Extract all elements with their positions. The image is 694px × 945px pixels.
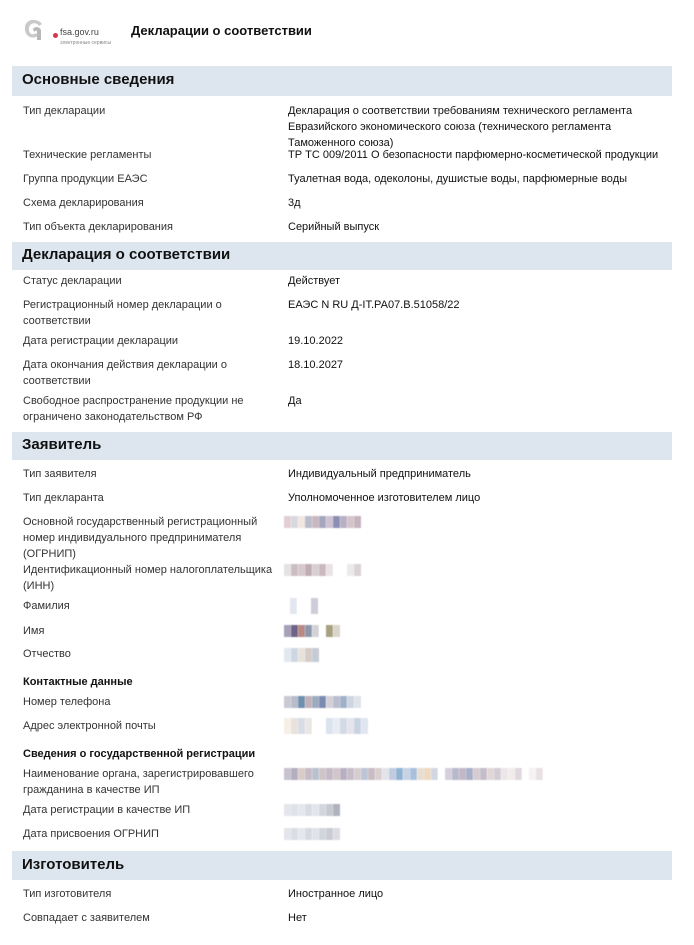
label-expiry-date: Дата окончания действия декларации о соответствии (23, 359, 227, 387)
label-object-type: Тип объекта декларирования (23, 221, 173, 233)
redacted-ip-registration-date (284, 804, 340, 816)
redacted-email (284, 718, 368, 734)
label-declarant-type: Тип декларанта (23, 492, 104, 504)
label-patronymic: Отчество (23, 648, 71, 660)
logo-subtitle: электронные сервисы (60, 40, 112, 46)
label-ogrnip: Основной государственный регистрационный номер индивидуального предпринимателя (ОГРНИП) (23, 516, 258, 560)
label-ip-registration-date: Дата регистрации в качестве ИП (23, 804, 191, 816)
subhead-state-registration: Сведения о государственной регистрации (23, 748, 256, 760)
label-email: Адрес электронной почты (23, 720, 156, 732)
redacted-phone (284, 696, 361, 708)
redacted-name (284, 625, 340, 637)
value-tech-regulations: ТР ТС 009/2011 О безопасности парфюмерно-косметической продукции (288, 149, 659, 161)
value-applicant-type: Индивидуальный предприниматель (288, 468, 471, 480)
redacted-patronymic (284, 648, 319, 662)
value-declaration-scheme: 3д (288, 197, 301, 209)
subhead-contacts: Контактные данные (23, 676, 133, 688)
value-expiry-date: 18.10.2027 (288, 359, 344, 371)
label-applicant-type: Тип заявителя (23, 468, 97, 480)
label-name: Имя (23, 625, 45, 637)
redacted-ogrnip-date (284, 828, 340, 840)
value-declarant-type: Уполномоченное изготовителем лицо (288, 492, 481, 504)
label-registration-authority: Наименование органа, зарегистрировавшего гражданина в качестве ИП (23, 768, 254, 796)
label-ogrnip-date: Дата присвоения ОГРНИП (23, 828, 159, 840)
label-declaration-type: Тип декларации (23, 105, 106, 117)
value-manufacturer-type: Иностранное лицо (288, 888, 384, 900)
document-title: Декларации о соответствии (131, 23, 312, 38)
section-basic-info: Основные сведения (12, 66, 672, 96)
value-reg-number: ЕАЭС N RU Д-IT.РА07.В.51058/22 (288, 299, 460, 311)
value-declaration-type: Декларация о соответствии требованиям технического регламента Евразийского экономического союза (технического регламента Таможенного союза) (288, 105, 633, 149)
redacted-registration-authority (284, 768, 557, 780)
logo-site-text: fsa.gov.ru (60, 27, 99, 37)
value-same-as-applicant: Нет (288, 912, 307, 924)
value-free-distribution: Да (288, 395, 302, 407)
redacted-inn (284, 564, 361, 576)
label-surname: Фамилия (23, 600, 70, 612)
label-product-group: Группа продукции ЕАЭС (23, 173, 148, 185)
fsa-logo[interactable] (22, 18, 132, 54)
label-free-distribution: Свободное распространение продукции не ограничено законодательством РФ (23, 395, 244, 423)
label-manufacturer-type: Тип изготовителя (23, 888, 112, 900)
page-header (0, 0, 694, 62)
label-tech-regulations: Технические регламенты (23, 149, 152, 161)
label-phone: Номер телефона (23, 696, 111, 708)
label-status: Статус декларации (23, 275, 122, 287)
value-object-type: Серийный выпуск (288, 221, 380, 233)
label-reg-date: Дата регистрации декларации (23, 335, 179, 347)
value-status: Действует (288, 275, 341, 287)
section-declaration: Декларация о соответствии (12, 242, 672, 270)
label-reg-number: Регистрационный номер декларации о соответствии (23, 299, 222, 327)
logo-dot (53, 33, 58, 38)
fsa-logo-icon (22, 18, 46, 44)
label-same-as-applicant: Совпадает с заявителем (23, 912, 150, 924)
value-reg-date: 19.10.2022 (288, 335, 344, 347)
redacted-surname (290, 598, 318, 614)
section-applicant: Заявитель (12, 432, 672, 460)
label-declaration-scheme: Схема декларирования (23, 197, 144, 209)
label-inn: Идентификационный номер налогоплательщика (ИНН) (23, 564, 273, 592)
redacted-ogrnip (284, 516, 361, 528)
section-manufacturer: Изготовитель (12, 851, 672, 880)
value-product-group: Туалетная вода, одеколоны, душистые воды, парфюмерные воды (288, 173, 628, 185)
